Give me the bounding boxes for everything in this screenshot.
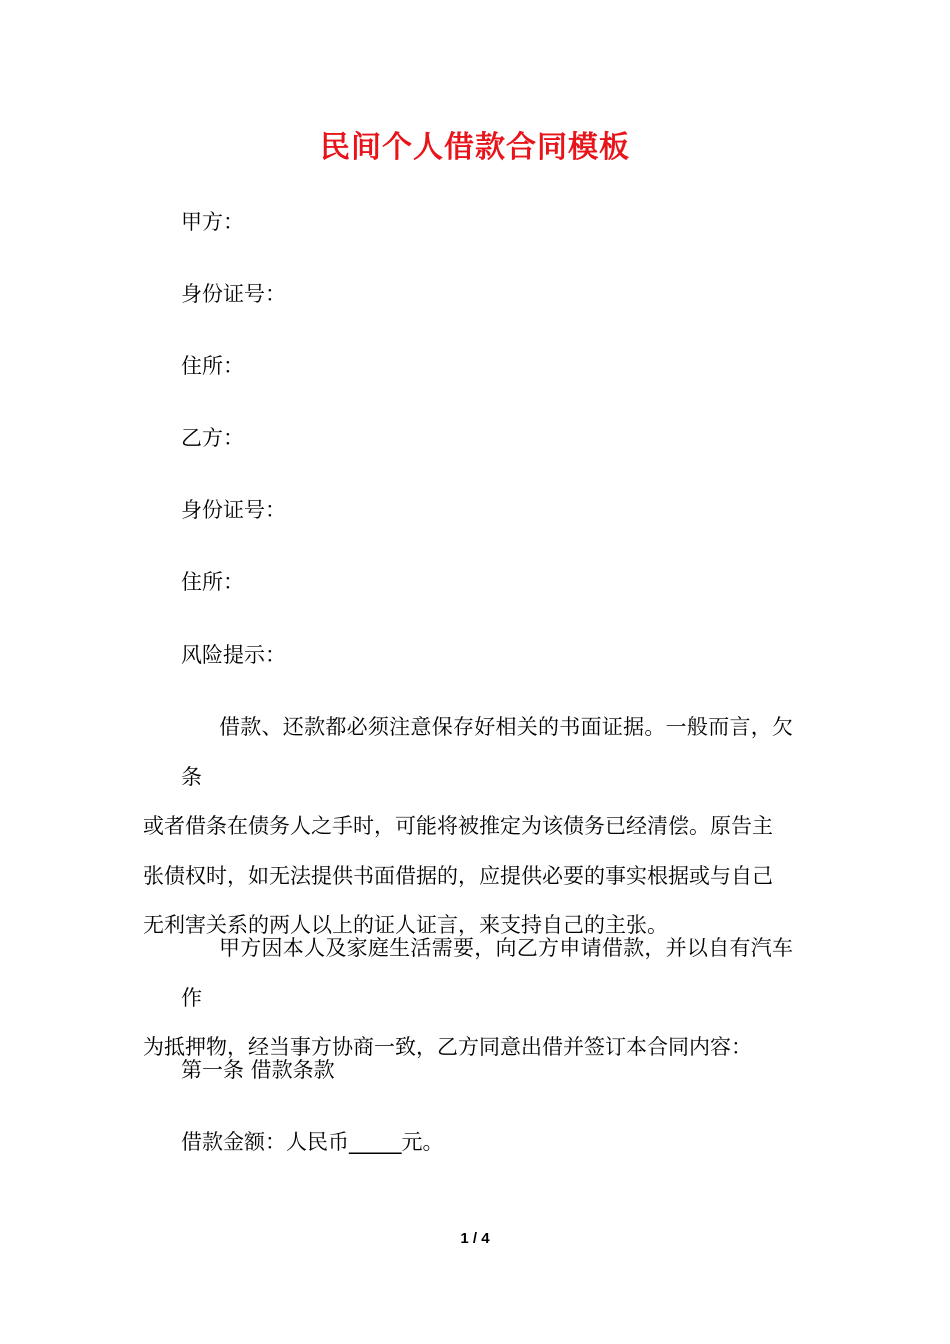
risk-paragraph xyxy=(143,703,793,951)
party-b-id-label: 身份证号： xyxy=(181,498,286,522)
party-b-address-label: 住所： xyxy=(181,570,244,594)
party-b-label: 乙方： xyxy=(181,426,244,450)
intro-line: 甲方因本人及家庭生活需要，向乙方申请借款，并以自有汽车作 xyxy=(181,936,793,1010)
article-1-heading: 第一条 借款条款 xyxy=(181,1058,335,1082)
page-indicator: 1 / 4 xyxy=(460,1230,490,1247)
risk-line: 或者借条在债务人之手时，可能将被推定为该债务已经清偿。原告主 xyxy=(143,814,773,838)
party-a-id-label: 身份证号： xyxy=(181,282,286,306)
party-a-label: 甲方： xyxy=(181,210,244,234)
intro-paragraph xyxy=(143,924,793,1073)
party-a-address-label: 住所： xyxy=(181,354,244,378)
loan-amount-line: 借款金额：人民币_____元。 xyxy=(181,1130,444,1154)
document-title: 民间个人借款合同模板 xyxy=(320,130,630,165)
risk-line: 无利害关系的两人以上的证人证言，来支持自己的主张。 xyxy=(143,913,668,937)
risk-line: 借款、还款都必须注意保存好相关的书面证据。一般而言，欠条 xyxy=(181,715,793,789)
intro-line: 为抵押物，经当事方协商一致，乙方同意出借并签订本合同内容： xyxy=(143,1035,752,1059)
risk-heading: 风险提示： xyxy=(181,643,286,667)
risk-line: 张债权时，如无法提供书面借据的，应提供必要的事实根据或与自己 xyxy=(143,863,773,888)
